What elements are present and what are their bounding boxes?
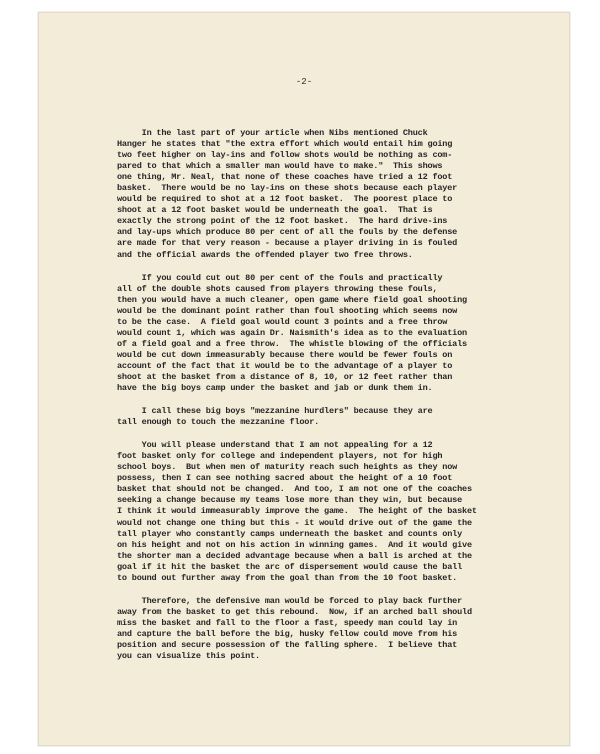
text-line: school boys. But when men of maturity reach such heights as they now	[117, 462, 458, 473]
text-line: miss the basket and fall to the floor a fast, speedy man could lay in	[117, 617, 458, 628]
text-line: I think it would immeasurably improve the game. The height of the basket	[117, 506, 477, 517]
text-line: In the last part of your article when Nibs mentioned Chuck	[117, 128, 428, 138]
text-line: shoot at a 12 foot basket would be underneath the goal. That is	[117, 205, 433, 216]
text-line: of a field goal and a free throw. The whistle blowing of the officials	[117, 338, 467, 349]
text-line: You will please understand that I am not appealing for a 12	[117, 440, 433, 451]
text-line: basket. There would be no lay-ins on these shots because each player	[117, 183, 458, 194]
text-line: all of the double shots caused from players throwing these fouls,	[117, 283, 438, 294]
text-line: exactly the strong point of the 12 foot basket. The hard drive-ins	[117, 216, 448, 227]
paragraph	[117, 596, 517, 662]
text-line: goal if it hit the basket the arc of dispersement would cause the ball	[117, 561, 463, 572]
paragraph-gap	[117, 428, 517, 440]
paragraph-gap	[117, 584, 517, 596]
paragraph	[117, 440, 517, 584]
text-line: two feet higher on lay-ins and follow shots would be nothing as com-	[117, 150, 453, 161]
paragraph-gap	[117, 394, 517, 406]
text-line: away from the basket to get this rebound. Now, if an arched ball should	[117, 606, 472, 617]
text-line: pared to that which a smaller man would have to make." This shows	[117, 161, 443, 172]
text-line: position and secure possession of the falling sphere. I believe that	[117, 639, 458, 650]
paragraph-gap	[117, 261, 517, 273]
text-line: you can visualize this point.	[117, 651, 260, 662]
text-line: would be cut down immeasurably because there would be fewer fouls on	[117, 349, 453, 360]
text-line: Hanger he states that "the extra effort which would entail him going	[117, 139, 453, 150]
text-line: one thing, Mr. Neal, that none of these coaches have tried a 12 foot	[117, 172, 453, 183]
text-line: and capture the ball before the big, husky fellow could move from his	[117, 628, 458, 639]
letter-body	[117, 128, 517, 662]
text-line: basket that should not be changed. And too, I am not one of the coaches	[117, 484, 472, 495]
text-line: would not change one thing but this - it would drive out of the game the	[117, 517, 472, 528]
text-line: If you could cut out 80 per cent of the fouls and practically	[117, 272, 443, 283]
text-line: to be the case. A field goal would count 3 points and a free throw	[117, 316, 448, 327]
text-line: seeking a change because my teams lose more than they win, but because	[117, 495, 463, 506]
text-line: would be the dominant point rather than foul shooting which seems now	[117, 305, 458, 316]
text-line: would be required to shot at a 12 foot basket. The poorest place to	[117, 194, 453, 205]
text-line: are made for that very reason - because a player driving in is fouled	[117, 238, 458, 249]
text-line: Therefore, the defensive man would be forced to play back further	[117, 595, 463, 606]
text-line: have the big boys camp under the basket and jab or dunk them in.	[117, 383, 433, 394]
text-line: tall player who constantly camps underneath the basket and counts only	[117, 528, 463, 539]
text-line: foot basket only for college and independent players, not for high	[117, 451, 443, 462]
text-line: would count 1, which was again Dr. Naismith's idea as to the evaluation	[117, 327, 467, 338]
text-line: I call these big boys "mezzanine hurdlers" because they are	[117, 406, 433, 417]
text-line: possess, then I can see nothing sacred about the height of a 10 foot	[117, 473, 453, 484]
page-number: -2-	[295, 77, 313, 87]
text-line: account of the fact that it would be to the advantage of a player to	[117, 360, 453, 371]
paragraph	[117, 273, 517, 395]
text-line: on his height and not on his action in winning games. And it would give	[117, 539, 472, 550]
text-line: to bound out further away from the goal than from the 10 foot basket.	[117, 572, 458, 583]
text-line: shoot at the basket from a distance of 8, 10, or 12 feet rather than	[117, 371, 453, 382]
text-line: and the official awards the offended player two free throws.	[117, 249, 413, 260]
text-line: the shorter man a decided advantage because when a ball is arched at the	[117, 550, 472, 561]
text-line: tall enough to touch the mezzanine floor.	[117, 417, 320, 428]
text-line: then you would have a much cleaner, open game where field goal shooting	[117, 294, 467, 305]
paragraph	[117, 406, 517, 428]
paragraph	[117, 128, 517, 261]
text-line: and lay-ups which produce 80 per cent of all the fouls by the defense	[117, 227, 458, 238]
